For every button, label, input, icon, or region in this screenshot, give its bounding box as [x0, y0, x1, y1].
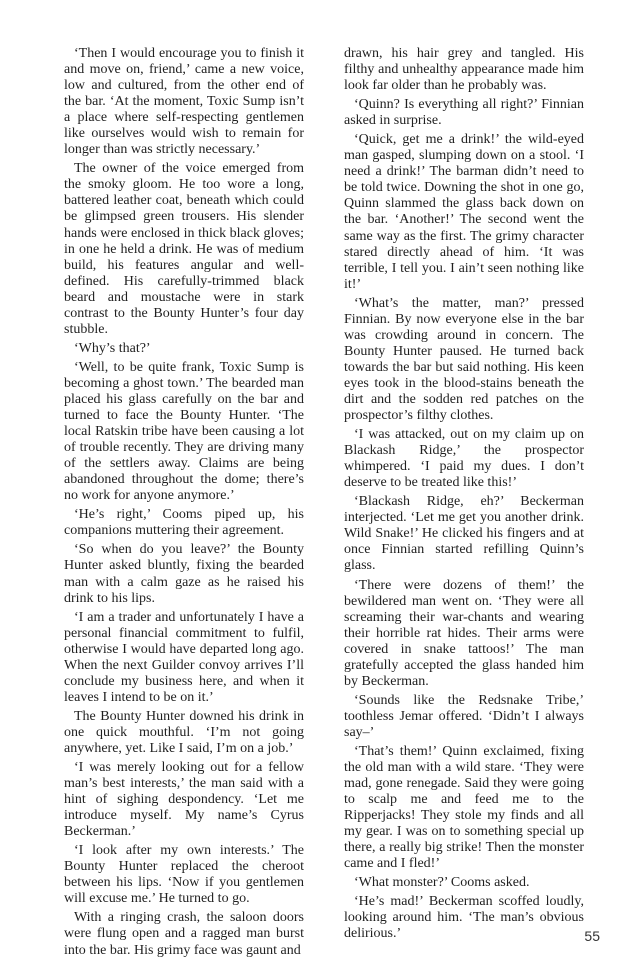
paragraph: ‘So when do you leave?’ the Bounty Hunter asked bluntly, fixing the bearded man with a calm gaze as he raised his drink to his lips. [64, 542, 304, 606]
page-number: 55 [584, 928, 600, 944]
paragraph: ‘What monster?’ Cooms asked. [354, 875, 530, 891]
paragraph: ‘Quinn? Is everything all right?’ Finnian asked in surprise. [344, 97, 584, 129]
paragraph: ‘I was merely looking out for a fellow man’s best interests,’ the man said with a hint of sighing despondency. ‘Let me introduce myself. My name’s Cyrus Beckerman.’ [64, 760, 304, 840]
paragraph: ‘There were dozens of them!’ the bewildered man went on. ‘They were all screaming their war-chants and wearing their horrible rat hides. Their arms were covered in snake tattoos!’ The man gratefully accepted the glass handed him by Beckerman. [344, 577, 584, 689]
paragraph: ‘He’s mad!’ Beckerman scoffed loudly, looking around him. ‘The man’s obvious delirious.’ [344, 894, 584, 942]
paragraph: ‘Well, to be quite frank, Toxic Sump is becoming a ghost town.’ The bearded man placed his glass carefully on the bar and turned to face the Bounty Hunter. ‘The local Ratskin tribe have been causing a lot of trouble recently. They are driving many of the settlers away. Claims are being abandoned throughout the dome; there’s no work for anyone anymore.’ [64, 359, 304, 504]
paragraph: ‘Sounds like the Redsnake Tribe,’ toothless Jemar offered. ‘Didn’t I always say–’ [344, 692, 584, 740]
paragraph: ‘Then I would encourage you to finish it and move on, friend,’ came a new voice, low and cultured, from the other end of the bar. ‘At the moment, Toxic Sump isn’t a place where self-respecting gentlemen like ourselves would wish to remain for longer than was strictly necessary.’ [64, 46, 304, 158]
paragraph-continued: drawn, his hair grey and tangled. His filthy and unhealthy appearance made him look far older than he probably was. [344, 46, 584, 94]
paragraph: ‘I was attacked, out on my claim up on Blackash Ridge,’ the prospector whimpered. ‘I paid my dues. I don’t deserve to be treated like this!’ [344, 427, 584, 491]
right-text-column [344, 46, 584, 946]
paragraph: ‘Why’s that?’ [74, 340, 151, 356]
paragraph: ‘That’s them!’ Quinn exclaimed, fixing the old man with a wild stare. ‘They were mad, gone renegade. Said they were going to scalp me and feed me to the Ripperjacks! They stole my finds and all my gear. I was on to something special up there, a really big strike! Then the monster came and I fled!’ [344, 743, 584, 872]
paragraph: ‘I am a trader and unfortunately I have a personal financial commitment to fulfil, otherwise I would have departed long ago. When the next Guilder convoy arrives I’ll conclude my business here, and when it leaves I intend to be on it.’ [64, 609, 304, 705]
paragraph: ‘Quick, get me a drink!’ the wild-eyed man gasped, slumping down on a stool. ‘I need a drink!’ The barman didn’t need to be told twice. Downing the shot in one go, Quinn slammed the glass back down on the bar. ‘Another!’ The second went the same way as the first. The grimy character stared directly ahead of him. ‘It was terrible, I tell you. I ain’t seen nothing like it!’ [344, 132, 584, 292]
paragraph: With a ringing crash, the saloon doors were flung open and a ragged man burst into the bar. His grimy face was gaunt and [64, 910, 304, 958]
paragraph: ‘I look after my own interests.’ The Bounty Hunter replaced the cheroot between his lips. ‘Now if you gentlemen will excuse me.’ He turned to go. [64, 843, 304, 907]
paragraph: The owner of the voice emerged from the smoky gloom. He too wore a long, battered leather coat, beneath which could be glimpsed green trousers. His slender hands were enclosed in thick black gloves; in one he held a drink. He was of medium build, his features angular and well-defined. His carefully-trimmed black beard and moustache were in stark contrast to the Bounty Hunter’s four day stubble. [64, 161, 304, 337]
paragraph: ‘What’s the matter, man?’ pressed Finnian. By now everyone else in the bar was crowding around in concern. The Bounty Hunter paused. He turned back towards the bar but said nothing. His keen eyes took in the blood-stains beneath the dirt and the sodden red patches on the prospector’s filthy clothes. [344, 295, 584, 424]
paragraph: The Bounty Hunter downed his drink in one quick mouthful. ‘I’m not going anywhere, yet. Like I said, I’m on a job.’ [64, 708, 304, 756]
left-text-column [64, 46, 304, 962]
paragraph: ‘Blackash Ridge, eh?’ Beckerman interjected. ‘Let me get you another drink. Wild Snake!’ He clicked his fingers and at once Finnian started refilling Quinn’s glass. [344, 494, 584, 574]
paragraph: ‘He’s right,’ Cooms piped up, his companions muttering their agreement. [64, 507, 304, 539]
